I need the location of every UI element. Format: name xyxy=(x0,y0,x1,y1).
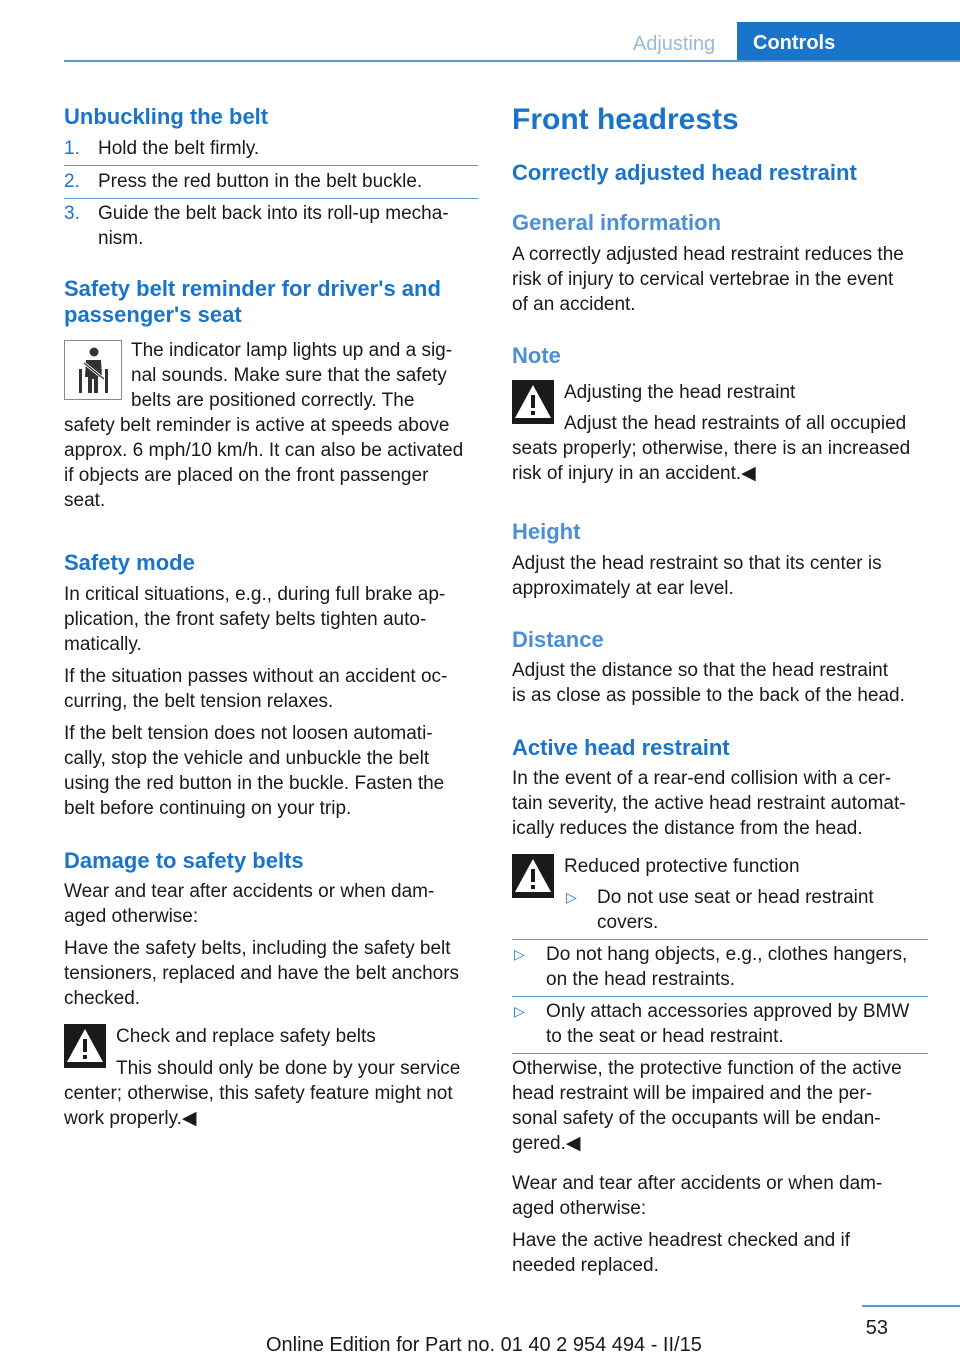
paragraph-line: In critical situations, e.g., during full brake ap- xyxy=(64,584,446,605)
damage-heading: Damage to safety belts xyxy=(64,848,304,873)
bullet-text: Do not use seat or head restraint xyxy=(597,887,874,908)
reduced-function-title: Reduced protective function xyxy=(564,856,800,877)
edition-note: Online Edition for Part no. 01 40 2 954 494 - II/15 xyxy=(266,1334,702,1356)
paragraph-line: using the red button in the buckle. Fasten the xyxy=(64,773,445,794)
warning-text: work properly.◀ xyxy=(64,1108,197,1129)
bullet-text: Do not hang objects, e.g., clothes hangers, xyxy=(546,944,908,965)
paragraph-line: Adjust the distance so that the head restraint xyxy=(512,660,889,681)
note-title: Adjusting the head restraint xyxy=(564,382,796,403)
paragraph-line: Adjust the head restraint so that its center is xyxy=(512,553,882,574)
list-divider xyxy=(64,198,478,199)
reminder-text: seat. xyxy=(64,490,106,511)
step-number: 1. xyxy=(64,138,80,159)
bullet-triangle-icon: ▷ xyxy=(514,946,525,962)
paragraph-line: is as close as possible to the back of the head. xyxy=(512,685,905,706)
note-text: risk of injury in an accident.◀ xyxy=(512,463,756,484)
list-divider xyxy=(512,939,928,940)
warning-triangle-icon xyxy=(512,854,554,898)
reminder-heading-cont: passenger's seat xyxy=(64,302,242,327)
paragraph-line: plication, the front safety belts tighten auto- xyxy=(64,609,427,630)
paragraph-line: If the belt tension does not loosen automati- xyxy=(64,723,433,744)
reminder-text: The indicator lamp lights up and a sig- xyxy=(131,340,453,361)
paragraph-line: checked. xyxy=(64,988,141,1009)
step-number: 3. xyxy=(64,203,80,224)
warning-title: Check and replace safety belts xyxy=(116,1026,376,1047)
paragraph-line: Otherwise, the protective function of the active xyxy=(512,1058,902,1079)
active-restraint-heading: Active head restraint xyxy=(512,735,730,760)
bullet-text-cont: to the seat or head restraint. xyxy=(546,1026,784,1047)
paragraph-line: risk of injury to cervical vertebrae in the event xyxy=(512,269,894,290)
footer-rule xyxy=(862,1305,960,1307)
paragraph-line: curring, the belt tension relaxes. xyxy=(64,691,334,712)
list-divider xyxy=(512,1053,928,1054)
paragraph-line: matically. xyxy=(64,634,142,655)
paragraph-line: Wear and tear after accidents or when dam- xyxy=(64,881,435,902)
paragraph-line: If the situation passes without an accident oc- xyxy=(64,666,448,687)
note-heading: Note xyxy=(512,343,561,368)
paragraph-line: A correctly adjusted head restraint reduces the xyxy=(512,244,904,265)
step-number: 2. xyxy=(64,171,80,192)
warning-text: center; otherwise, this safety feature might not xyxy=(64,1083,453,1104)
list-divider xyxy=(64,165,478,166)
list-divider xyxy=(512,996,928,997)
general-info-heading: General information xyxy=(512,210,722,235)
header-section-label: Adjusting xyxy=(632,33,716,55)
paragraph-line: sonal safety of the occupants will be endan- xyxy=(512,1108,881,1129)
paragraph-line: approximately at ear level. xyxy=(512,578,734,599)
unbuckling-heading: Unbuckling the belt xyxy=(64,104,269,129)
step-text: Hold the belt firmly. xyxy=(98,138,260,159)
bullet-triangle-icon: ▷ xyxy=(514,1003,525,1019)
paragraph-line: belt before continuing on your trip. xyxy=(64,798,352,819)
paragraph-line: Have the active headrest checked and if xyxy=(512,1230,850,1251)
note-text: seats properly; otherwise, there is an increased xyxy=(512,438,911,459)
paragraph-line: ically reduces the distance from the head. xyxy=(512,818,863,839)
bullet-text-cont: covers. xyxy=(597,912,659,933)
paragraph-line: Have the safety belts, including the safety belt xyxy=(64,938,451,959)
paragraph-line: of an accident. xyxy=(512,294,636,315)
safety-mode-heading: Safety mode xyxy=(64,550,195,575)
step-text-cont: nism. xyxy=(98,228,144,249)
header-rule xyxy=(64,60,960,62)
warning-triangle-icon xyxy=(64,1024,106,1068)
correct-adjust-heading: Correctly adjusted head restraint xyxy=(512,160,857,185)
paragraph-line: cally, stop the vehicle and unbuckle the belt xyxy=(64,748,430,769)
header-chapter-tab: Controls xyxy=(737,22,960,62)
reminder-text: belts are positioned correctly. The xyxy=(131,390,415,411)
paragraph-line: tensioners, replaced and have the belt anchors xyxy=(64,963,460,984)
paragraph-line: gered.◀ xyxy=(512,1133,581,1154)
page-number: 53 xyxy=(865,1317,888,1339)
reminder-text: approx. 6 mph/10 km/h. It can also be activated xyxy=(64,440,464,461)
note-text: Adjust the head restraints of all occupied xyxy=(564,413,907,434)
seatbelt-indicator-icon xyxy=(64,340,122,400)
warning-text: This should only be done by your service xyxy=(116,1058,461,1079)
height-heading: Height xyxy=(512,519,581,544)
reminder-text: nal sounds. Make sure that the safety xyxy=(131,365,447,386)
bullet-triangle-icon: ▷ xyxy=(566,889,577,905)
bullet-text: Only attach accessories approved by BMW xyxy=(546,1001,910,1022)
reminder-heading: Safety belt reminder for driver's and xyxy=(64,276,441,301)
bullet-text-cont: on the head restraints. xyxy=(546,969,736,990)
warning-triangle-icon xyxy=(512,380,554,424)
paragraph-line: aged otherwise: xyxy=(512,1198,647,1219)
paragraph-line: tain severity, the active head restraint automat- xyxy=(512,793,906,814)
paragraph-line: head restraint will be impaired and the per- xyxy=(512,1083,873,1104)
reminder-text: if objects are placed on the front passenger xyxy=(64,465,429,486)
step-text: Guide the belt back into its roll-up mecha- xyxy=(98,203,449,224)
reminder-text: safety belt reminder is active at speeds above xyxy=(64,415,450,436)
paragraph-line: needed replaced. xyxy=(512,1255,659,1276)
front-headrests-title: Front headrests xyxy=(512,103,739,136)
distance-heading: Distance xyxy=(512,627,604,652)
paragraph-line: aged otherwise: xyxy=(64,906,199,927)
paragraph-line: Wear and tear after accidents or when dam- xyxy=(512,1173,883,1194)
step-text: Press the red button in the belt buckle. xyxy=(98,171,423,192)
paragraph-line: In the event of a rear-end collision with a cer- xyxy=(512,768,892,789)
